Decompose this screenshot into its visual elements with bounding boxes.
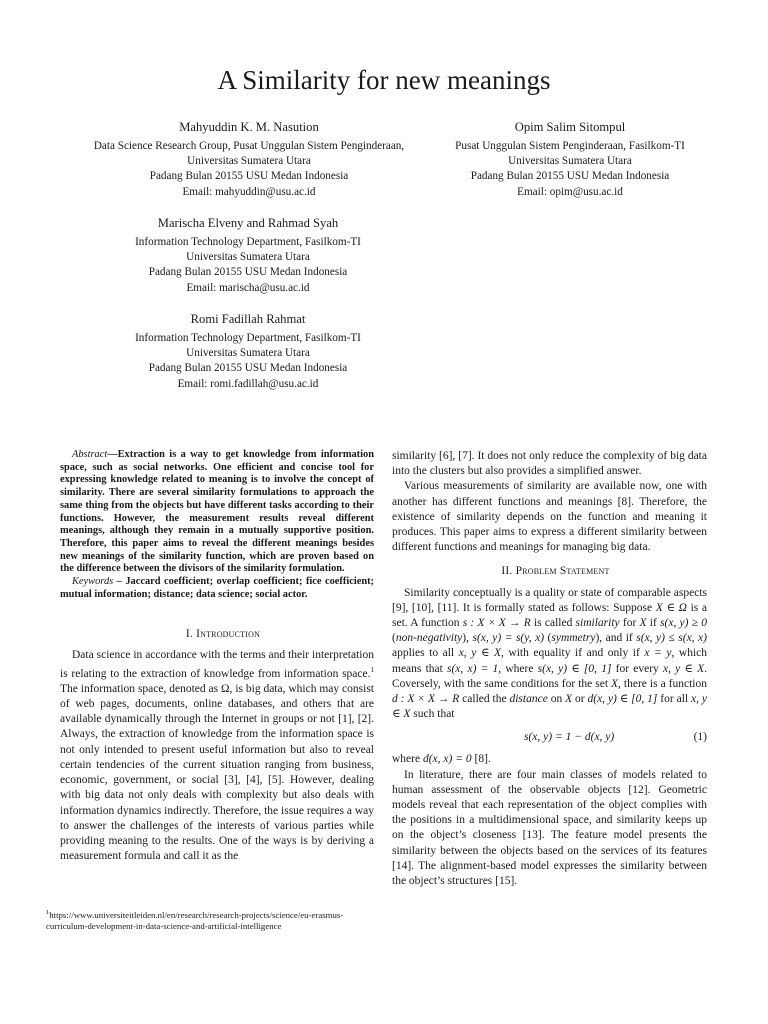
abstract-label: Abstract bbox=[72, 449, 108, 460]
author-name: Marischa Elveny and Rahmad Syah bbox=[157, 216, 339, 230]
author-email: Email: opim@usu.ac.id bbox=[517, 185, 623, 198]
author-address: Padang Bulan 20155 USU Medan Indonesia bbox=[470, 170, 670, 183]
author-name: Mahyuddin K. M. Nasution bbox=[179, 120, 319, 134]
paragraph-various-measurements: Various measurements of similarity are available now, one with another has different functions and meanings [8]. Therefore, the existence of similarity depends on the function and meaning it produces. This paper aims to express a different similarity between different functions and meanings for managing big data. bbox=[392, 480, 707, 554]
author-block-sitompul bbox=[430, 119, 710, 200]
intro-text: Data science in accordance with the terms and their interpretation is relating to the extraction of knowledge from information space. bbox=[60, 648, 374, 680]
author-address: Padang Bulan 20155 USU Medan Indonesia bbox=[148, 362, 348, 375]
author-university: Universitas Sumatera Utara bbox=[186, 251, 310, 264]
keywords-text: Jaccard coefficient; overlap coefficient; fice coefficient; mutual information; distance; data science; social actor. bbox=[60, 576, 375, 600]
author-affiliation: Pusat Unggulan Sistem Penginderaan, Fasilkom-TI bbox=[455, 140, 685, 152]
abstract-text: Extraction is a way to get knowledge from information space, such as social networks. One efficient and concise tool for expressing knowledge related to meaning is to involve the concept of similarity. There are several similarity formulations to approach the same thing from the objects but have different tasks according to their functions. However, the measurement results reveal different meanings, although they remain in a mutually supportive position. Therefore, this paper aims to reveal the different meanings besides new meanings of the similarity function, which are proven based on the difference between the divisors of the similarity formulation. bbox=[60, 449, 374, 575]
section-title: Problem Statement bbox=[515, 565, 610, 578]
left-column bbox=[60, 449, 374, 864]
author-university: Universitas Sumatera Utara bbox=[187, 155, 311, 168]
paper-title: A Similarity for new meanings bbox=[217, 65, 551, 95]
equation-number: (1) bbox=[693, 731, 707, 744]
author-block-rahmat bbox=[90, 311, 406, 392]
problem-statement-paragraph: Similarity conceptually is a quality or state of comparable aspects [9], [10], [11]. It is formally stated as follows: Suppose X ∈ Ω is a set. A function s : X × X → R is called similarity for X if s(x, y) ≥ 0 (non-negativity), s(x, y) = s(y, x) (symmetry), and if s(x, y) ≤ s(x, x) applies to all x, y ∈ X, with equality if and only if x = y, which means that s(x, x) = 1, where s(x, y) ∈ [0, 1] for every x, y ∈ X. Coversely, with the same conditions for the set X, there is a function d : X × X → R called the distance on X or d(x, y) ∈ [0, 1] for all x, y ∈ X such that bbox=[392, 586, 708, 721]
section-heading-introduction bbox=[60, 627, 374, 642]
keywords-label: Keywords bbox=[72, 576, 114, 588]
intro-paragraph bbox=[60, 648, 374, 865]
literature-paragraph: In literature, there are four main classes of models related to human assessment of the observable objects [12]. Geometric models reveal that each representation of the object complies with the positions in a multidimensional space, and similarity keeps up on the object’s closeness [13]. The feature model presents the similarity between the objects based on the services of its features [14]. The alignment-based model expresses the similarity between the object’s structures [15]. bbox=[392, 768, 707, 888]
keywords bbox=[60, 576, 374, 601]
author-email: Email: mahyuddin@usu.ac.id bbox=[182, 185, 316, 198]
author-block-nasution bbox=[60, 119, 438, 200]
abstract bbox=[60, 449, 374, 576]
section-title: Introduction bbox=[196, 628, 261, 641]
author-block-elveny-syah bbox=[90, 215, 406, 296]
author-affiliation: Information Technology Department, Fasilkom-TI bbox=[135, 332, 361, 344]
section-number: I. bbox=[185, 628, 193, 641]
author-email: Email: marischa@usu.ac.id bbox=[186, 281, 310, 294]
footnote-number: 1 bbox=[46, 909, 50, 916]
author-email: Email: romi.fadillah@usu.ac.id bbox=[177, 377, 319, 390]
where-clause: where d(x, x) = 0 [8]. bbox=[392, 753, 491, 766]
intro-text-cont: The information space, denoted as Ω, is big data, which may consist of web pages, documents, online databases, and others that are available dynamically through the Internet in groups or not [1], [2]. Always, the extraction of knowledge from the information space is not only intended to present useful information but also to reveal certain tendencies of the current situation ranging from business, economic, government, or social [3], [4], [5]. However, dealing with big data not only deals with complexity but also deals with information dynamics indirectly. Therefore, the issue requires a way to answer the challenges of the interests of various parties while providing meaning to the results. One of the ways is by deriving a measurement formula and call it as the bbox=[60, 682, 374, 863]
author-name: Opim Salim Sitompul bbox=[514, 120, 626, 134]
section-number: II. bbox=[501, 565, 513, 578]
keywords-dash: – bbox=[113, 576, 126, 588]
abstract-dash: — bbox=[107, 449, 118, 460]
equation-expression: s(x, y) = 1 − d(x, y) bbox=[524, 731, 615, 744]
footnote-marker: 1 bbox=[370, 665, 374, 674]
intro-paragraph-continued: similarity [6], [7]. It does not only reduce the complexity of big data into the clusters but also provides a simplified answer. bbox=[392, 450, 707, 478]
author-university: Universitas Sumatera Utara bbox=[508, 155, 632, 168]
author-affiliation: Information Technology Department, Fasilkom-TI bbox=[135, 236, 361, 248]
right-column bbox=[392, 449, 707, 889]
footnote-url: https://www.universiteitleiden.nl/en/research/research-projects/science/eu-erasmus-curriculum-development-in-data-science-and-artificial-intelligence bbox=[46, 909, 344, 931]
author-name: Romi Fadillah Rahmat bbox=[190, 312, 306, 326]
section-heading-problem-statement bbox=[392, 564, 707, 579]
author-address: Padang Bulan 20155 USU Medan Indonesia bbox=[149, 170, 349, 183]
equation-1 bbox=[392, 726, 707, 748]
author-university: Universitas Sumatera Utara bbox=[186, 347, 310, 360]
author-address: Padang Bulan 20155 USU Medan Indonesia bbox=[148, 266, 348, 279]
footnote bbox=[46, 907, 374, 932]
author-affiliation: Data Science Research Group, Pusat Unggulan Sistem Penginderaan, bbox=[93, 140, 405, 152]
